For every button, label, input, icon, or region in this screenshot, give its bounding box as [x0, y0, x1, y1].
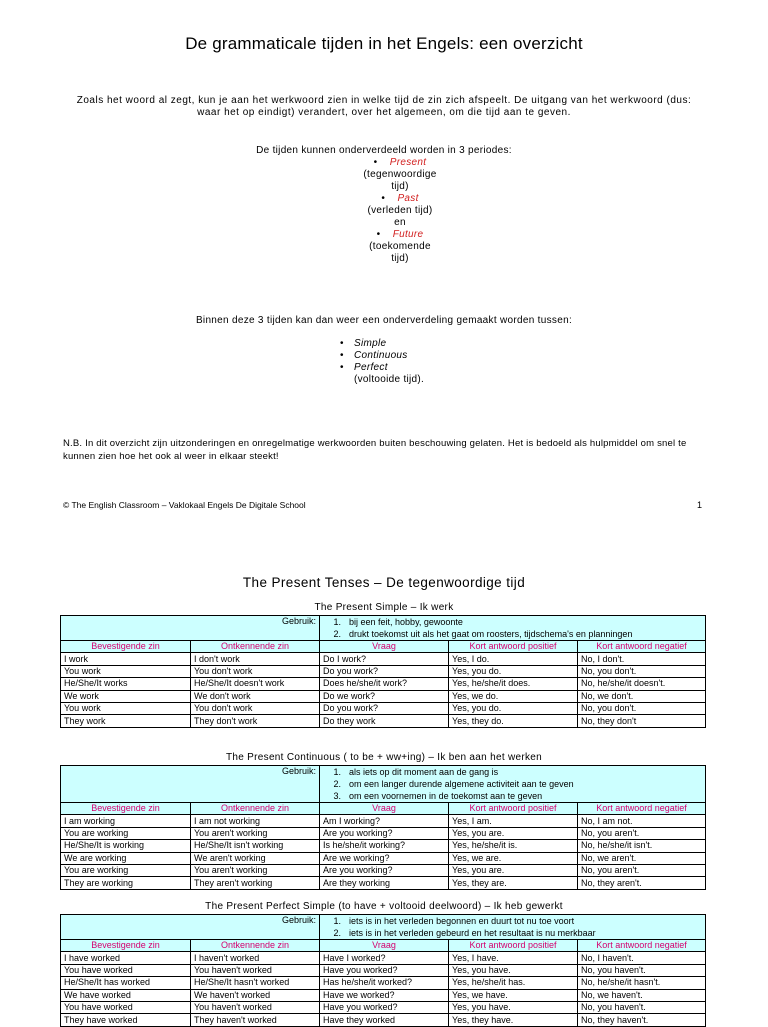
table-cell: No, they haven't. [578, 1014, 706, 1026]
table-cell: No, you haven't. [578, 964, 706, 976]
table-cell: They don't work [191, 715, 320, 727]
column-header: Kort antwoord positief [449, 940, 578, 952]
table-row [61, 665, 706, 677]
table-cell: Are you working? [320, 864, 449, 876]
period-future: • Future [376, 229, 424, 240]
period-past: • Past [381, 193, 419, 204]
column-header: Ontkennende zin [191, 803, 320, 815]
table-cell: Are they working [320, 877, 449, 889]
table-cell: You don't work [191, 702, 320, 714]
table-cell: You are working [61, 864, 191, 876]
table-cell: Have you worked? [320, 1001, 449, 1013]
period-future-label: Future [392, 229, 424, 240]
table-cell: Yes, we do. [449, 690, 578, 702]
column-header: Ontkennende zin [191, 940, 320, 952]
usage-cell [320, 915, 706, 940]
table-row [61, 653, 706, 665]
table-cell: Yes, I do. [449, 653, 578, 665]
table-row [61, 864, 706, 876]
period-past-desc: (verleden tijd) [367, 205, 433, 216]
table-cell: Yes, we are. [449, 852, 578, 864]
table-row [61, 815, 706, 827]
table-row [61, 964, 706, 976]
table-cell: He/She/It has worked [61, 977, 191, 989]
periods-heading: De tijden kunnen onderverdeeld worden in 3 periodes: [256, 145, 512, 156]
usage-item: 1. als iets op dit moment aan de gang is [333, 767, 499, 777]
table-cell: Has he/she/it worked? [320, 977, 449, 989]
period-present: • Present [373, 157, 427, 168]
table-row [61, 678, 706, 690]
column-header: Bevestigende zin [61, 641, 191, 653]
table-cell: No, he/she/it isn't. [578, 840, 706, 852]
table-cell: We aren't working [191, 852, 320, 864]
column-header: Kort antwoord negatief [578, 803, 706, 815]
table-cell: No, he/she/it hasn't. [578, 977, 706, 989]
table-cell: No, we haven't. [578, 989, 706, 1001]
tense-table [60, 914, 706, 1027]
period-present-desc: (tegenwoordige [363, 169, 437, 180]
usage-item: 2. drukt toekomst uit als het gaat om roosters, tijdschema's en planningen [333, 629, 633, 639]
table-cell: Yes, they have. [449, 1014, 578, 1026]
table-cell: Do you work? [320, 702, 449, 714]
table-cell: Do they work [320, 715, 449, 727]
table-cell: Does he/she/it work? [320, 678, 449, 690]
page-number: 1 [697, 500, 703, 510]
table-row [61, 989, 706, 1001]
table-cell: Yes, we have. [449, 989, 578, 1001]
table-cell: I work [61, 653, 191, 665]
perfect-note: (voltooide tijd). [354, 374, 425, 385]
table-cell: Am I working? [320, 815, 449, 827]
table-cell: I am not working [191, 815, 320, 827]
table-cell: I am working [61, 815, 191, 827]
table-row [61, 827, 706, 839]
header-row [61, 803, 706, 815]
table-cell: He/She/It is working [61, 840, 191, 852]
usage-label: Gebruik: [61, 616, 320, 641]
subdivision-heading: Binnen deze 3 tijden kan dan weer een onderverdeling gemaakt worden tussen: [195, 315, 573, 326]
table-cell: Yes, he/she/it does. [449, 678, 578, 690]
table-cell: You are working [61, 827, 191, 839]
table-cell: No, I haven't. [578, 952, 706, 964]
table-cell: Yes, they do. [449, 715, 578, 727]
table-cell: Yes, I have. [449, 952, 578, 964]
period-future-desc: tijd) [391, 253, 409, 264]
usage-item: 1. bij een feit, hobby, gewoonte [333, 617, 463, 627]
table-cell: Yes, he/she/it is. [449, 840, 578, 852]
period-and: en [394, 217, 406, 228]
column-header: Ontkennende zin [191, 641, 320, 653]
usage-row [61, 915, 706, 940]
table-cell: We work [61, 690, 191, 702]
period-past-label: Past [397, 193, 419, 204]
table-row [61, 840, 706, 852]
table-cell: No, I don't. [578, 653, 706, 665]
table-cell: They are working [61, 877, 191, 889]
table-cell: No, we don't. [578, 690, 706, 702]
usage-item: 2. iets is in het verleden gebeurd en het resultaat is nu merkbaar [333, 928, 596, 938]
usage-cell [320, 616, 706, 641]
subdivision-item: • Perfect [340, 362, 388, 373]
table-cell: Do you work? [320, 665, 449, 677]
table-cell: We are working [61, 852, 191, 864]
column-header: Kort antwoord positief [449, 641, 578, 653]
usage-item: 3. om een voornemen in de toekomst aan te geven [333, 791, 543, 801]
footer-copyright: © The English Classroom – Vaklokaal Engels De Digitale School [63, 500, 306, 510]
periods-list [340, 157, 460, 265]
table-cell: Yes, you have. [449, 964, 578, 976]
table-cell: He/She/It works [61, 678, 191, 690]
table-cell: They haven't worked [191, 1014, 320, 1026]
table-cell: You haven't worked [191, 1001, 320, 1013]
table-cell: We haven't worked [191, 989, 320, 1001]
table-cell: Have they worked [320, 1014, 449, 1026]
page-title: De grammaticale tijden in het Engels: een overzicht [185, 34, 583, 53]
table-cell: We have worked [61, 989, 191, 1001]
column-header: Bevestigende zin [61, 940, 191, 952]
table-cell: Yes, you are. [449, 864, 578, 876]
column-header: Kort antwoord negatief [578, 641, 706, 653]
table-cell: No, they aren't. [578, 877, 706, 889]
table-cell: I have worked [61, 952, 191, 964]
table-cell: You have worked [61, 1001, 191, 1013]
table-row [61, 877, 706, 889]
table-cell: Are you working? [320, 827, 449, 839]
column-header: Bevestigende zin [61, 803, 191, 815]
table-row [61, 1001, 706, 1013]
usage-label: Gebruik: [61, 915, 320, 940]
table-cell: Do we work? [320, 690, 449, 702]
table-cell: Have we worked? [320, 989, 449, 1001]
period-present-desc: tijd) [391, 181, 409, 192]
table-cell: Do I work? [320, 653, 449, 665]
table-cell: You work [61, 702, 191, 714]
tense-table [60, 615, 706, 728]
table-cell: No, you aren't. [578, 827, 706, 839]
period-present-label: Present [389, 157, 427, 168]
table-cell: Have I worked? [320, 952, 449, 964]
table-row [61, 690, 706, 702]
usage-item: 2. om een langer durende algemene activiteit aan te geven [333, 779, 574, 789]
subdivision-list [340, 338, 424, 386]
tense-table [60, 765, 706, 890]
table-cell: He/She/It hasn't worked [191, 977, 320, 989]
table-cell: Is he/she/it working? [320, 840, 449, 852]
table-cell: You work [61, 665, 191, 677]
table-cell: You aren't working [191, 864, 320, 876]
table-title: The Present Continuous ( to be + ww+ing) – Ik ben aan het werken [225, 752, 543, 763]
table-cell: You don't work [191, 665, 320, 677]
column-header: Vraag [320, 803, 449, 815]
table-cell: Yes, you have. [449, 1001, 578, 1013]
usage-item: 1. iets is in het verleden begonnen en duurt tot nu toe voort [333, 916, 575, 926]
column-header: Vraag [320, 641, 449, 653]
table-row [61, 715, 706, 727]
table-row [61, 1014, 706, 1026]
subdivision-item: • Continuous [340, 350, 408, 361]
table-row [61, 977, 706, 989]
table-cell: No, I am not. [578, 815, 706, 827]
usage-label: Gebruik: [61, 766, 320, 803]
table-cell: I don't work [191, 653, 320, 665]
table-title: The Present Perfect Simple (to have + voltooid deelwoord) – Ik heb gewerkt [205, 901, 563, 912]
period-future-desc: (toekomende [369, 241, 431, 252]
table-cell: He/She/It doesn't work [191, 678, 320, 690]
table-cell: No, you haven't. [578, 1001, 706, 1013]
table-row [61, 702, 706, 714]
table-cell: You aren't working [191, 827, 320, 839]
table-cell: He/She/It isn't working [191, 840, 320, 852]
table-cell: Have you worked? [320, 964, 449, 976]
usage-cell [320, 766, 706, 803]
header-row [61, 940, 706, 952]
table-cell: Yes, you do. [449, 702, 578, 714]
table-cell: You have worked [61, 964, 191, 976]
table-cell: Are we working? [320, 852, 449, 864]
table-cell: Yes, you do. [449, 665, 578, 677]
column-header: Kort antwoord positief [449, 803, 578, 815]
nb-note: N.B. In dit overzicht zijn uitzonderingen en onregelmatige werkwoorden buiten beschouwing gelaten. Het is bedoeld als hulpmiddel om snel te kunnen zien hoe het ook al weer in elkaar steekt! [63, 438, 687, 462]
table-cell: No, we aren't. [578, 852, 706, 864]
table-cell: No, you don't. [578, 702, 706, 714]
section-title: The Present Tenses – De tegenwoordige tijd [242, 575, 526, 590]
table-cell: No, you aren't. [578, 864, 706, 876]
header-row [61, 641, 706, 653]
table-cell: We don't work [191, 690, 320, 702]
table-cell: No, they don't [578, 715, 706, 727]
table-cell: They aren't working [191, 877, 320, 889]
subdivision-item: • Simple [340, 338, 387, 349]
table-cell: They have worked [61, 1014, 191, 1026]
table-row [61, 952, 706, 964]
intro-paragraph: Zoals het woord al zegt, kun je aan het werkwoord zien in welke tijd de zin zich afspeelt. De uitgang van het werkwoord (dus: waar het op eindigt) verandert, over het algemeen, om die tijd aan te geven. [76, 95, 692, 118]
table-cell: No, he/she/it doesn't. [578, 678, 706, 690]
table-cell: Yes, they are. [449, 877, 578, 889]
table-cell: You haven't worked [191, 964, 320, 976]
column-header: Kort antwoord negatief [578, 940, 706, 952]
usage-row [61, 616, 706, 641]
table-row [61, 852, 706, 864]
table-cell: Yes, he/she/it has. [449, 977, 578, 989]
table-cell: Yes, you are. [449, 827, 578, 839]
table-cell: Yes, I am. [449, 815, 578, 827]
column-header: Vraag [320, 940, 449, 952]
usage-row [61, 766, 706, 803]
table-cell: I haven't worked [191, 952, 320, 964]
table-cell: They work [61, 715, 191, 727]
table-cell: No, you don't. [578, 665, 706, 677]
table-title: The Present Simple – Ik werk [314, 602, 454, 613]
